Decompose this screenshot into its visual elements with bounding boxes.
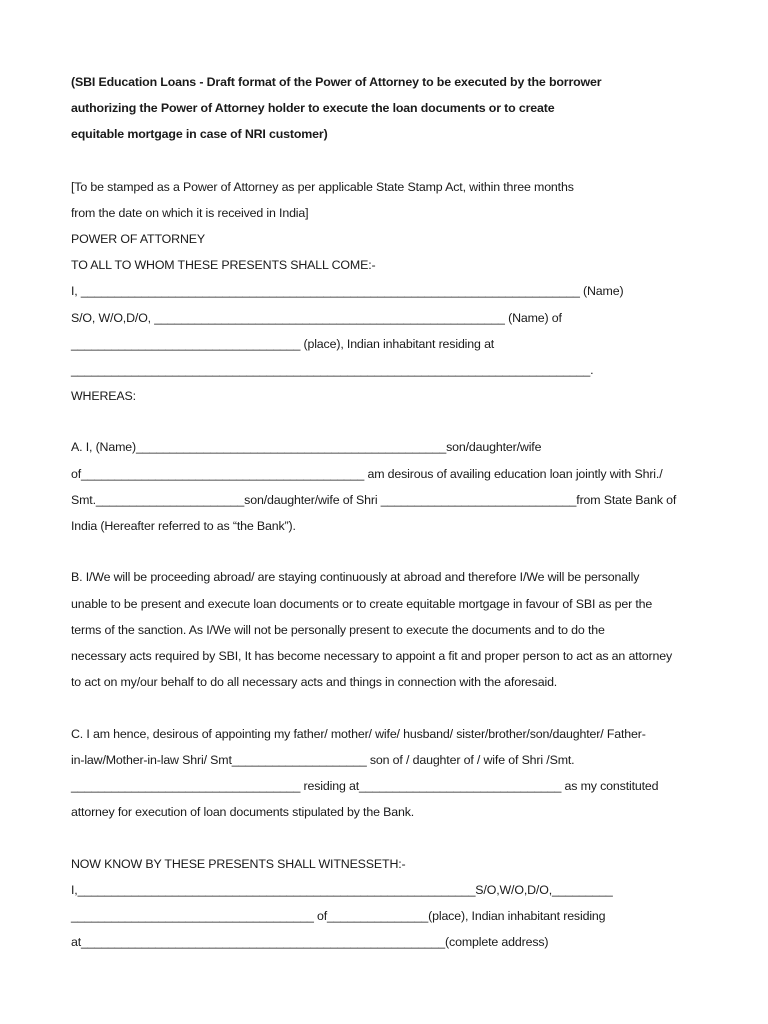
stamp-note-line-2: from the date on which it is received in India]: [71, 206, 309, 220]
address-line: TO ALL TO WHOM THESE PRESENTS SHALL COME:-: [71, 258, 376, 272]
para-a-line-1: A. I, (Name)______________________________________________son/daughter/wife: [71, 440, 542, 454]
intro-line-4: _____________________________________________________________________________.: [71, 363, 594, 377]
final-line-3: at______________________________________________________(complete address): [71, 935, 549, 949]
para-b-line-3: terms of the sanction. As I/We will not be personally present to execute the documents and to do the: [71, 623, 605, 637]
intro-line-2: S/O, W/O,D/O, ____________________________________________________ (Name) of: [71, 311, 562, 325]
whereas-heading: WHEREAS:: [71, 389, 136, 403]
para-b-line-5: to act on my/our behalf to do all necessary acts and things in connection with the aforesaid.: [71, 675, 558, 689]
para-c-line-2: in-law/Mother-in-law Shri/ Smt____________________ son of / daughter of / wife of Shri /Smt.: [71, 753, 575, 767]
para-c-line-4: attorney for execution of loan documents stipulated by the Bank.: [71, 805, 415, 819]
para-b-line-2: unable to be present and execute loan documents or to create equitable mortgage in favour of SBI as per the: [71, 597, 653, 611]
para-b-line-1: B. I/We will be proceeding abroad/ are staying continuously at abroad and therefore I/We will be personally: [71, 570, 640, 584]
para-c-line-3: __________________________________ residing at______________________________ as my constituted: [71, 779, 659, 793]
stamp-note-line-1: [To be stamped as a Power of Attorney as per applicable State Stamp Act, within three months: [71, 180, 574, 194]
para-c-line-1: C. I am hence, desirous of appointing my father/ mother/ wife/ husband/ sister/brother/son/daughter/ Father-: [71, 727, 646, 741]
document-title: POWER OF ATTORNEY: [71, 232, 205, 246]
para-a-line-3: Smt.______________________son/daughter/wife of Shri _____________________________from State Bank of: [71, 493, 677, 507]
heading-line-1: (SBI Education Loans - Draft format of the Power of Attorney to be executed by the borrower: [71, 75, 602, 89]
intro-line-1: I, __________________________________________________________________________ (Name): [71, 284, 624, 298]
heading-line-2: authorizing the Power of Attorney holder to execute the loan documents or to create: [71, 101, 555, 115]
witnesseth-heading: NOW KNOW BY THESE PRESENTS SHALL WITNESSETH:-: [71, 857, 406, 871]
heading-line-3: equitable mortgage in case of NRI customer): [71, 127, 328, 141]
final-line-1: I,___________________________________________________________S/O,W/O,D/O,_________: [71, 883, 613, 897]
intro-line-3: __________________________________ (place), Indian inhabitant residing at: [71, 337, 495, 351]
para-b-line-4: necessary acts required by SBI, It has become necessary to appoint a fit and proper person to act as an attorney: [71, 649, 673, 663]
para-a-line-4: India (Hereafter referred to as “the Bank”).: [71, 519, 296, 533]
final-line-2: ____________________________________ of_______________(place), Indian inhabitant residing: [71, 909, 606, 923]
para-a-line-2: of__________________________________________ am desirous of availing education loan jointly with Shri./: [71, 467, 663, 481]
